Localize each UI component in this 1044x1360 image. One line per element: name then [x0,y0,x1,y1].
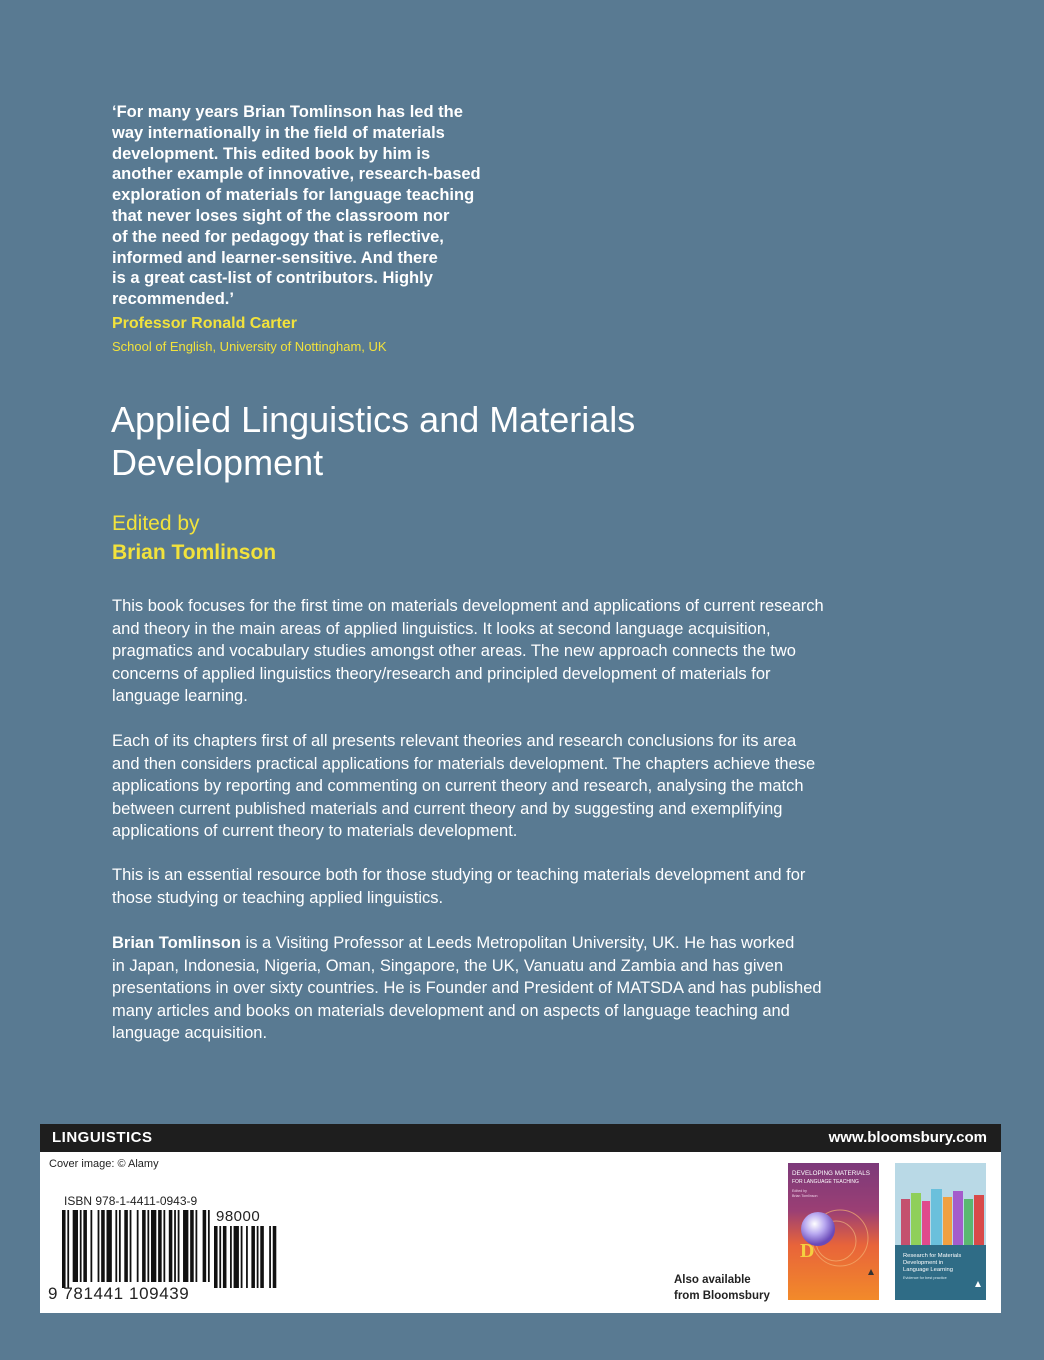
barcode-bar [137,1210,139,1282]
quote-line: way internationally in the field of materials [112,123,445,142]
book1-editor: Brian Tomlinson [792,1194,818,1198]
barcode-bar [260,1226,264,1288]
book1-title-line1: DEVELOPING MATERIALS [792,1170,870,1177]
barcode-bar [101,1210,105,1282]
book-title [111,398,635,484]
endorsement-quote [112,102,532,310]
text-line: presentations in over sixty countries. He is Founder and President of MATSDA and has published [112,979,822,998]
description-paragraph-3 [112,864,942,909]
category-label: LINGUISTICS [52,1129,153,1146]
book2-book-spine [964,1199,973,1247]
book2-title-line3: Language Learning [903,1267,953,1273]
barcode-bar [107,1210,112,1282]
publisher-website: www.bloomsbury.com [828,1129,987,1146]
text-line: applications of current theory to materials development. [112,822,518,841]
text-line: language learning. [112,687,248,706]
text-line: language acquisition. [112,1024,268,1043]
barcode-bar [273,1226,277,1288]
barcode-bar [269,1226,271,1288]
barcode-bar [124,1210,128,1282]
description-paragraph-1 [112,595,942,708]
text-line: those studying or teaching applied linguistics. [112,888,444,907]
quote-author: Professor Ronald Carter [112,315,297,332]
text-line: This is an essential resource both for those studying or teaching materials development and for [112,866,806,884]
edited-by-label: Edited by [112,512,200,535]
barcode-bar [241,1226,243,1288]
quote-line: ‘For many years Brian Tomlinson has led the [112,103,463,121]
barcode-bar [119,1210,121,1282]
barcode-bar [151,1210,156,1282]
barcode-bar [130,1210,132,1282]
quote-line: recommended.’ [112,290,234,309]
quote-line: development. This edited book by him is [112,144,431,163]
bio-first-line: is a Visiting Professor at Leeds Metropolitan University, UK. He has worked [240,934,795,952]
text-line: This book focuses for the first time on materials development and applications of current research [112,597,824,615]
book-title-line: Development [111,442,324,483]
barcode-bar [214,1226,218,1288]
quote-line: of the need for pedagogy that is reflective, [112,227,444,246]
barcode-bar [230,1226,232,1288]
barcode-bar [98,1210,100,1282]
barcode-price-code: 98000 [216,1208,261,1225]
also-available-label [674,1272,770,1304]
barcode-bar [90,1210,92,1282]
book2-book-spine [953,1191,963,1247]
barcode-bar [190,1210,194,1282]
footer-panel [40,1124,1001,1313]
barcode-bar [257,1226,259,1288]
description-paragraph-2 [112,730,942,843]
related-book-cover-1[interactable] [788,1163,879,1300]
barcode-bar [174,1210,176,1282]
quote-affiliation: School of English, University of Nottingham, UK [112,339,387,354]
book2-book-spine [974,1195,984,1247]
related-book-cover-2[interactable] [895,1163,986,1300]
text-line: in Japan, Indonesia, Nigeria, Oman, Singapore, the UK, Vanuatu and Zambia and has given [112,956,784,975]
text-line: Each of its chapters first of all presents relevant theories and research conclusions for its area [112,732,797,750]
quote-line: that never loses sight of the classroom nor [112,206,450,225]
barcode-bar [115,1210,117,1282]
book2-subtitle: Evidence for best practice [903,1276,947,1280]
book2-book-spine [901,1199,910,1247]
barcode-bar [169,1210,173,1282]
barcode-graphic [62,1210,312,1290]
book1-logo-letter: D [800,1240,815,1262]
barcode-bar [219,1226,221,1288]
barcode-bar [158,1210,162,1282]
also-available-line: Also available [674,1274,751,1286]
barcode-bar [67,1210,69,1288]
barcode-bar [251,1226,255,1288]
cover-image-credit: Cover image: © Alamy [49,1158,159,1170]
isbn-number: ISBN 978-1-4411-0943-9 [64,1194,198,1208]
book2-title-line1: Research for Materials [903,1253,962,1259]
quote-line: exploration of materials for language teaching [112,186,475,205]
book2-book-spine [943,1197,952,1247]
editor-name: Brian Tomlinson [112,541,277,564]
book2-title-line2: Development in [903,1260,944,1266]
book2-book-spine [922,1201,930,1247]
barcode-digits: 9 781441 109439 [48,1284,190,1303]
barcode-bar [208,1210,210,1282]
also-available-line: from Bloomsbury [674,1290,770,1302]
quote-line: informed and learner-sensitive. And there [112,248,438,267]
barcode-bar [178,1210,180,1282]
barcode-bar [196,1210,198,1282]
text-line: many articles and books on materials development and on aspects of language teaching and [112,1001,790,1020]
footer-bar [40,1124,1001,1152]
barcode-bar [246,1226,248,1288]
book-title-line: Applied Linguistics and Materials [111,399,636,440]
barcode-bar [73,1210,78,1282]
author-bio [112,932,942,1045]
text-line [112,932,942,955]
text-line: applications by reporting and commenting on current theory and research, analysing the match [112,777,804,796]
text-line: between current published materials and current theory and by suggesting and exemplifying [112,799,783,818]
barcode-bar [234,1226,239,1288]
barcode-bar [147,1210,149,1282]
text-line: and then considers practical applications for materials development. The chapters achieve these [112,754,816,773]
barcode-bar [163,1210,165,1282]
text-line: pragmatics and vocabulary studies amongst other areas. The new approach connects the two [112,642,796,661]
barcode-bar [142,1210,146,1282]
text-line: concerns of applied linguistics theory/research and principled development of materials for [112,664,771,683]
quote-line: another example of innovative, research-based [112,165,481,184]
book1-title-line2: FOR LANGUAGE TEACHING [792,1179,859,1185]
barcode-bar [62,1210,66,1288]
barcode-bar [203,1210,207,1282]
barcode-bar [183,1210,188,1282]
bio-name: Brian Tomlinson [112,934,241,952]
book2-book-spine [911,1193,921,1247]
text-line: and theory in the main areas of applied linguistics. It looks at second language acquisition, [112,619,771,638]
book2-book-spine [931,1189,942,1247]
barcode-bar [80,1210,82,1282]
book1-subtitle: Edited by [792,1189,807,1193]
barcode-bar [223,1226,227,1288]
quote-line: is a great cast-list of contributors. Highly [112,269,433,288]
barcode-bar [83,1210,87,1282]
